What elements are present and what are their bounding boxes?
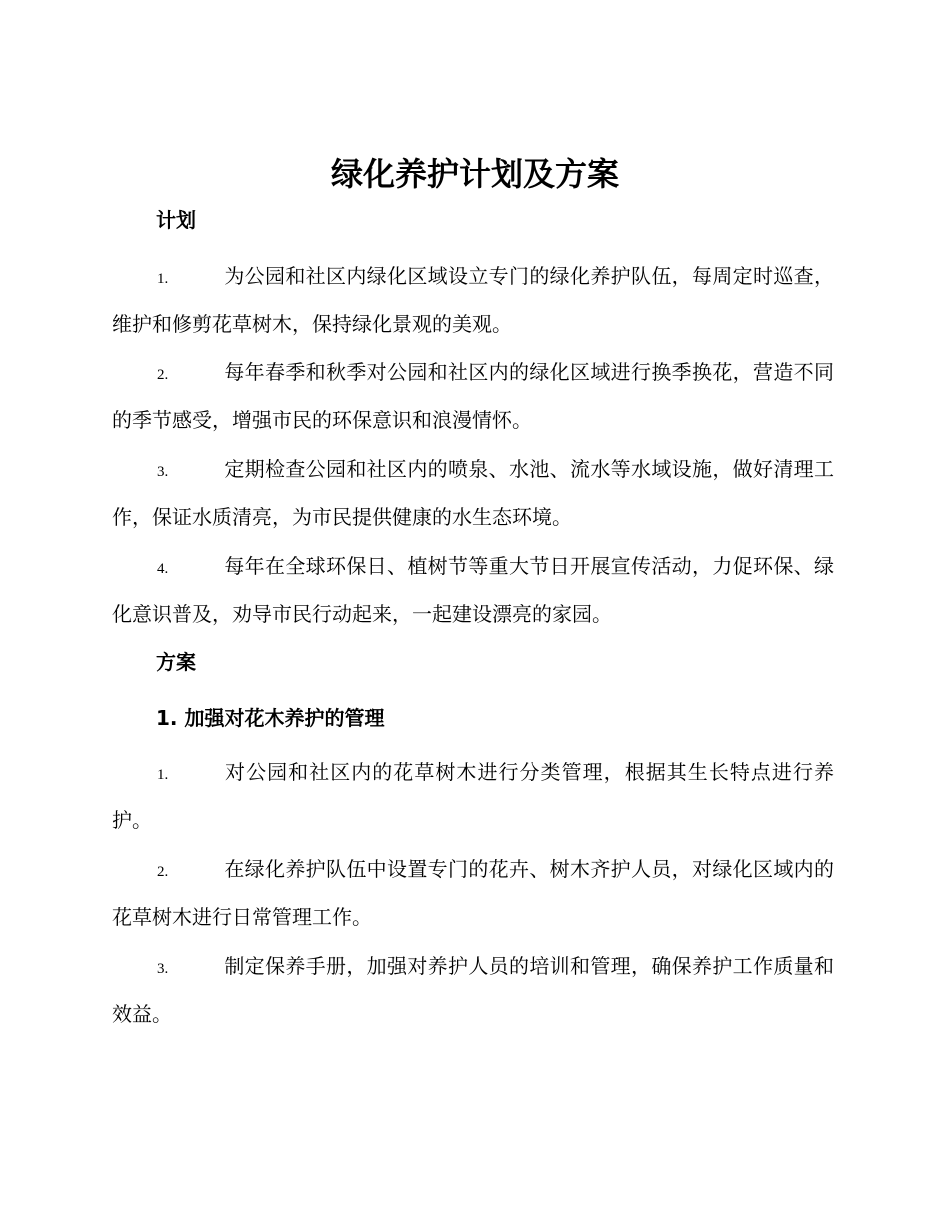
plan-item-4 (112, 544, 834, 637)
scheme-item-3-number: 3. (157, 961, 169, 977)
section-heading-plan: 计划 (156, 208, 196, 232)
plan-item-2-number: 2. (157, 367, 169, 383)
scheme-item-2 (112, 847, 834, 940)
scheme-item-1 (112, 750, 834, 843)
plan-item-3-text: 定期检查公园和社区内的喷泉、水池、流水等水域设施，做好清理工作，保证水质清亮，为市民提供健康的水生态环境。 (112, 457, 834, 529)
scheme-item-2-text: 在绿化养护队伍中设置专门的花卉、树木齐护人员，对绿化区域内的花草树木进行日常管理工作。 (112, 857, 834, 929)
scheme-item-1-number: 1. (157, 767, 169, 783)
plan-item-1-number: 1. (157, 271, 169, 287)
plan-item-2-text: 每年春季和秋季对公园和社区内的绿化区域进行换季换花，营造不同的季节感受，增强市民的环保意识和浪漫情怀。 (112, 360, 834, 432)
plan-item-1 (112, 254, 834, 347)
section-heading-scheme: 方案 (156, 650, 196, 674)
scheme-subheading: 1. 加强对花木养护的管理 (156, 706, 385, 730)
plan-item-1-text: 为公园和社区内绿化区域设立专门的绿化养护队伍，每周定时巡查，维护和修剪花草树木，保持绿化景观的美观。 (112, 264, 834, 336)
scheme-item-2-number: 2. (157, 864, 169, 880)
plan-item-4-number: 4. (157, 561, 169, 577)
scheme-item-3-text: 制定保养手册，加强对养护人员的培训和管理，确保养护工作质量和效益。 (112, 954, 834, 1026)
plan-item-3 (112, 447, 834, 540)
plan-item-4-text: 每年在全球环保日、植树节等重大节日开展宣传活动，力促环保、绿化意识普及，劝导市民行动起来，一起建设漂亮的家园。 (112, 554, 834, 626)
document-title: 绿化养护计划及方案 (330, 155, 619, 193)
plan-item-3-number: 3. (157, 464, 169, 480)
scheme-item-1-text: 对公园和社区内的花草树木进行分类管理，根据其生长特点进行养护。 (112, 760, 834, 832)
plan-item-2 (112, 350, 834, 443)
scheme-item-3 (112, 944, 834, 1037)
